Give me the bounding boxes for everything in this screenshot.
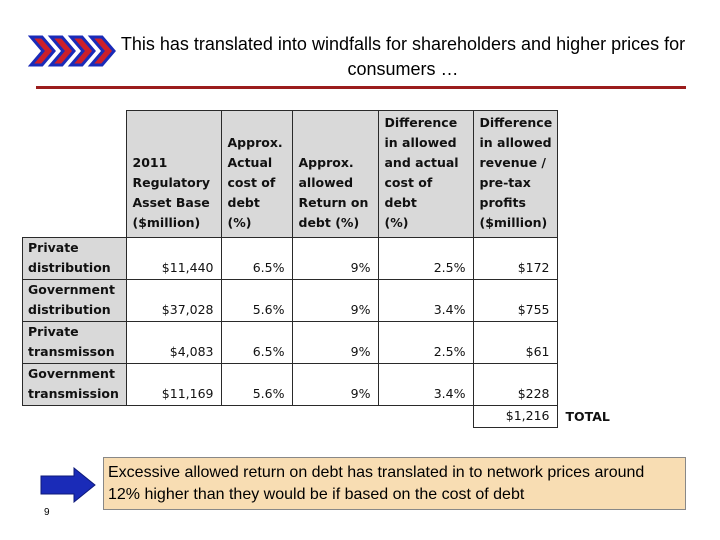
row-header: Government distribution [23, 280, 127, 322]
table-cell: $37,028 [126, 280, 221, 322]
total-row [23, 406, 610, 428]
column-header: Difference in allowed and actual cost of debt (%) [378, 111, 473, 238]
table-cell: 3.4% [378, 280, 473, 322]
table-cell: 9% [292, 322, 378, 364]
table-cell: $228 [473, 364, 557, 406]
table-cell: $11,169 [126, 364, 221, 406]
table-cell: 2.5% [378, 322, 473, 364]
row-header: Government transmission [23, 364, 127, 406]
table-corner [23, 111, 127, 238]
slide-title: This has translated into windfalls for shareholders and higher prices for consumers … [120, 34, 686, 79]
table-row [23, 364, 610, 406]
right-arrow-icon [40, 467, 96, 503]
table-cell: 5.6% [221, 280, 292, 322]
table-header-row [23, 111, 610, 238]
column-header: Difference in allowed revenue / pre-tax profits ($million) [473, 111, 557, 238]
table-row [23, 322, 610, 364]
row-header: Private transmisson [23, 322, 127, 364]
chevrons-logo-icon [28, 34, 124, 68]
table-cell: $172 [473, 238, 557, 280]
column-header: Approx. allowed Return on debt (%) [292, 111, 378, 238]
table-cell: 9% [292, 238, 378, 280]
table-cell: 2.5% [378, 238, 473, 280]
column-header: Approx. Actual cost of debt (%) [221, 111, 292, 238]
title-divider [36, 86, 686, 89]
table-cell: $755 [473, 280, 557, 322]
table-cell: 9% [292, 364, 378, 406]
column-header: 2011 Regulatory Asset Base ($million) [126, 111, 221, 238]
table-cell: 9% [292, 280, 378, 322]
row-header: Private distribution [23, 238, 127, 280]
total-value: $1,216 [473, 406, 557, 428]
table-row [23, 280, 610, 322]
table-cell: $61 [473, 322, 557, 364]
slide-number: 9 [44, 507, 50, 518]
table-cell: $4,083 [126, 322, 221, 364]
callout-box: Excessive allowed return on debt has translated in to network prices around 12% higher than they would be if based on the cost of debt [103, 457, 686, 510]
table-cell: 5.6% [221, 364, 292, 406]
table-row [23, 238, 610, 280]
cost-of-debt-table [22, 110, 610, 428]
total-label: TOTAL [565, 409, 610, 424]
table-cell: 3.4% [378, 364, 473, 406]
table-cell: 6.5% [221, 322, 292, 364]
table-cell: $11,440 [126, 238, 221, 280]
table-cell: 6.5% [221, 238, 292, 280]
